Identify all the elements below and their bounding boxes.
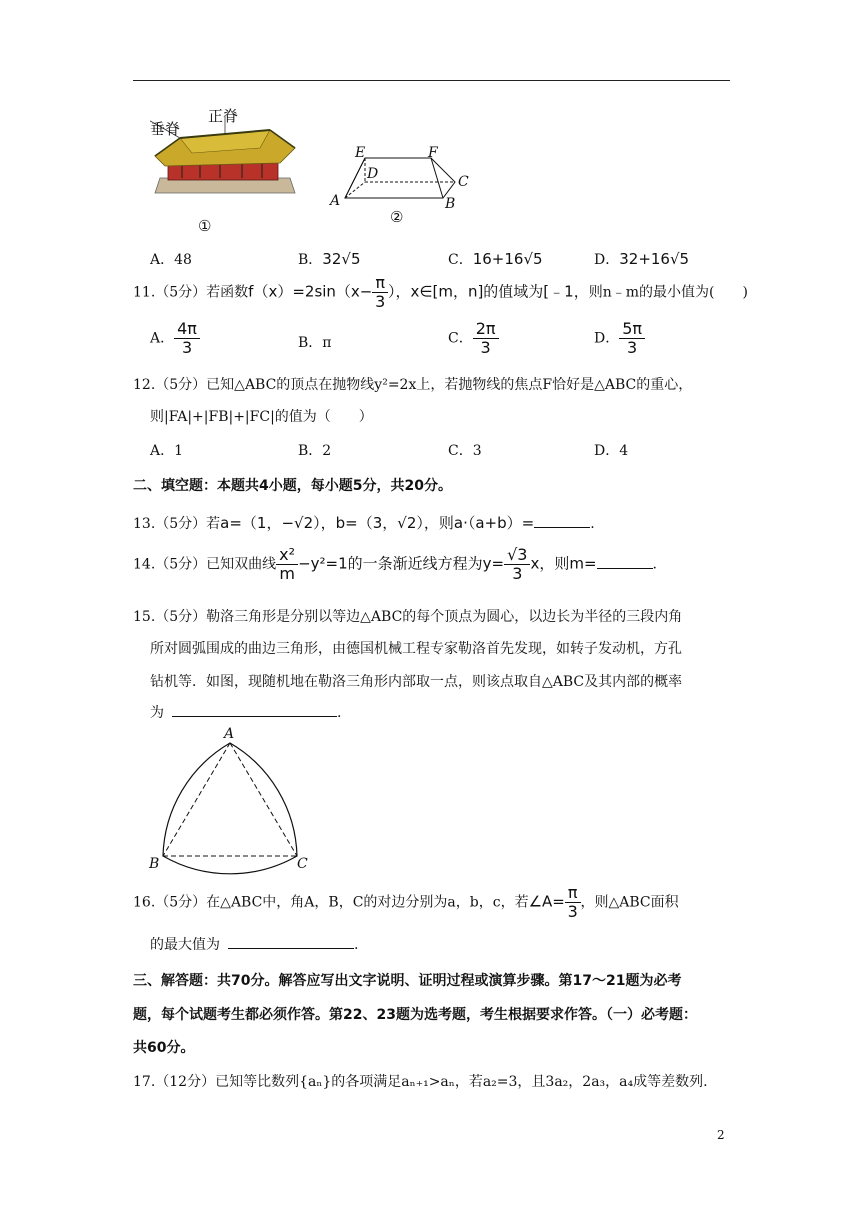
- q11-option-a: A． $\frac{4\pi}{3}$: [150, 320, 200, 357]
- q11-option-b: B．π: [298, 335, 332, 351]
- q10-option-a: A．48: [150, 252, 192, 268]
- reuleaux-label-C: C: [297, 856, 308, 872]
- q10-option-d: D．32+16√5: [594, 250, 690, 268]
- q16-stem: 16.（5分）在△ABC中，角A，B，C的对边分别为a，b，c，若∠A= $\frac{\pi}{3}$ ，则△ABC面积: [133, 883, 679, 921]
- q12-option-a: A．1: [150, 443, 184, 459]
- fig2-label-C: C: [458, 174, 469, 190]
- fig1-tag: ①: [198, 217, 212, 235]
- section-2-heading: 二、填空题：本题共4小题，每小题5分，共20分。: [133, 478, 452, 494]
- q12-option-b: B．2: [298, 443, 332, 459]
- q15-line1: 15.（5分）勒洛三角形是分别以等边△ABC的每个顶点为圆心，以边长为半径的三段内角: [133, 609, 683, 625]
- figure-reuleaux-triangle: [150, 728, 320, 880]
- q15-answer-blank[interactable]: [172, 702, 337, 717]
- q10-option-b: B．32√5: [298, 250, 361, 268]
- reuleaux-label-A: A: [224, 726, 235, 742]
- q12-line2: 则|FA|+|FB|+|FC|的值为（ ）: [150, 409, 373, 425]
- q11-option-d: D． $\frac{5\pi}{3}$: [594, 320, 645, 357]
- q13-answer-blank[interactable]: [534, 513, 590, 528]
- q15-line3: 钻机等．如图，现随机地在勒洛三角形内部取一点，则该点取自△ABC及其内部的概率: [150, 674, 683, 690]
- q16-answer-blank[interactable]: [228, 934, 354, 949]
- q12-option-d: D．4: [594, 443, 629, 459]
- fig2-label-D: D: [367, 166, 379, 182]
- q14-answer-blank[interactable]: [597, 554, 653, 569]
- q14-stem: 14.（5分）已知双曲线 $\frac{\text{x²}}{m}$ −y²=1的一条渐近线方程为y= $\frac{√3}{3}$ x，则m= .: [133, 545, 657, 583]
- section-3-heading-line1: 三、解答题：共70分。解答应写出文字说明、证明过程或演算步骤。第17～21题为必考: [133, 973, 682, 989]
- fig2-tag: ②: [390, 208, 404, 226]
- fig1-label-chuiji: 垂脊: [150, 120, 181, 138]
- q11-option-c: C． $\frac{2\pi}{3}$: [448, 320, 499, 357]
- q11-stem: 11.（5分）若函数f（x）=2sin（x− $\frac{\pi}{3}$ ），x∈[m，n]的值域为[﹣1，则n﹣m的最小值为( ): [133, 273, 748, 311]
- q13-stem: 13.（5分）若a=（1，−√2），b=（3，√2），则a·（a+b）= .: [133, 514, 595, 532]
- q12-line1: 12.（5分）已知△ABC的顶点在抛物线y²=2x上，若抛物线的焦点F恰好是△ABC的重心，: [133, 377, 693, 393]
- fig2-label-A: A: [330, 193, 341, 209]
- section-3-heading-line2: 题，每个试题考生都必须作答。第22、23题为选考题，考生根据要求作答。（一）必考题：: [133, 1007, 697, 1023]
- q10-option-c: C．16+16√5: [448, 250, 543, 268]
- q15-line4: 为 .: [150, 702, 341, 722]
- reuleaux-label-B: B: [149, 856, 160, 872]
- page-number: 2: [717, 1128, 725, 1142]
- q16-line2: 的最大值为 .: [150, 934, 358, 954]
- header-rule: [133, 80, 730, 81]
- q17-stem: 17.（12分）已知等比数列{aₙ}的各项满足aₙ₊₁>aₙ，若a₂=3，且3a₂，2a₃，a₄成等差数列.: [133, 1074, 708, 1090]
- q15-line2: 所对圆弧围成的曲边三角形，由德国机械工程专家勒洛首先发现，如转子发动机，方孔: [150, 641, 682, 657]
- q12-option-c: C．3: [448, 443, 482, 459]
- section-3-heading-line3: 共60分。: [133, 1040, 195, 1056]
- fig2-label-E: E: [355, 145, 366, 161]
- fig1-label-zhengji: 正脊: [208, 107, 239, 125]
- fig2-label-F: F: [428, 145, 438, 161]
- fig2-label-B: B: [445, 196, 456, 212]
